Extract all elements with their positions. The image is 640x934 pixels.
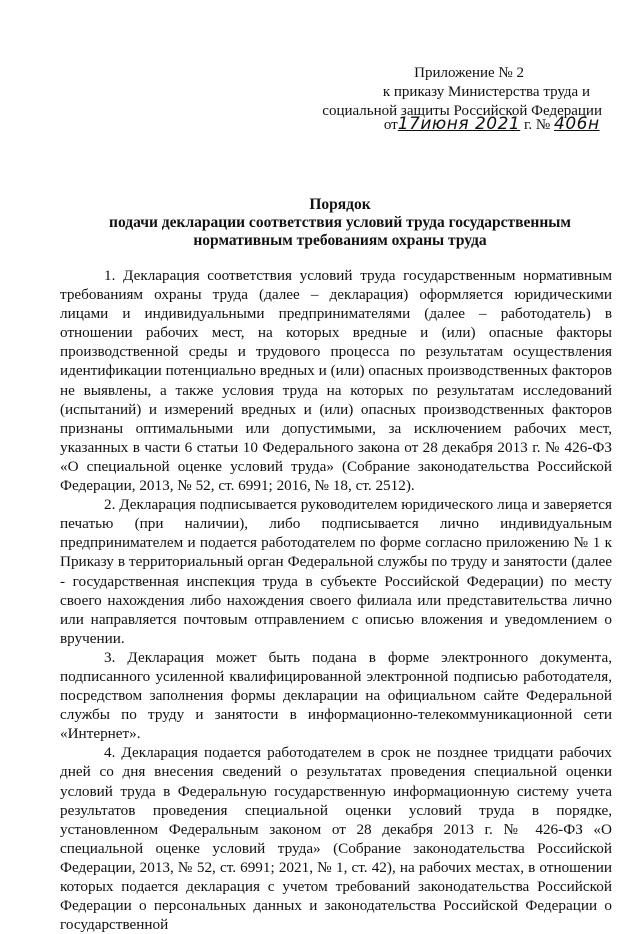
- order-date-number-line: [384, 114, 602, 135]
- title-line-2: подачи декларации соответствия условий труда государственным: [109, 214, 571, 231]
- title-line-1: Порядок: [309, 196, 371, 213]
- from-label: от: [383, 117, 398, 133]
- order-reference: к приказу Министерства труда и: [382, 84, 590, 100]
- paragraph-4: 4. Декларация подается работодателем в срок не позднее тридцати рабочих дней со дня внесения сведений о результатах проведения специальной оценки условий труда в Федеральную государственную информационную систему учета результатов проведения специальной оценки условий труда в порядке, установленном Федеральным законом от 28 декабря 2013 г. № 426-ФЗ «О специальной оценке условий труда» (Собрание законодательства Российской Федерации, 2013, № 52, ст. 6991; 2021, № 1, ст. 42), на рабочих местах, в отношении которых подается декларация с учетом требований законодательства Российской Федерации о персональных данных и законодательства Российской Федерации о государственной: [60, 744, 612, 934]
- paragraph-3: 3. Декларация может быть подана в форме электронного документа, подписанного усиленной квалифицированной электронной подписью работодателя, посредством заполнения формы декларации на официальном сайте Федеральной службы по труду и занятости в информационно-телекоммуникационной сети «Интернет».: [60, 648, 612, 743]
- paragraph-1: 1. Декларация соответствия условий труда государственным нормативным требованиям охраны труда (далее – декларация) оформляется юридическими лицами и индивидуальными предпринимателями (далее – работодатель) в отношении рабочих мест, на которых вредные и (или) опасные факторы производственной среды и трудового процесса по результатам осуществления идентификации потенциально вредных и (или) опасных производственных факторов не выявлены, а также условия труда на которых по результатам исследований (испытаний) и измерений вредных и (или) опасных производственных факторов признаны оптимальными или допустимыми, за исключением рабочих мест, указанных в части 6 статьи 10 Федерального закона от 28 декабря 2013 г. № 426-ФЗ «О специальной оценке условий труда» (Собрание законодательства Российской Федерации, 2013, № 52, ст. 6991; 2016, № 18, ст. 2512).: [60, 267, 612, 495]
- document-title: [60, 196, 620, 250]
- document-body: [60, 266, 612, 934]
- handwritten-order-number: 406н: [554, 114, 600, 134]
- year-number-label: г. №: [523, 117, 551, 133]
- paragraph-2: 2. Декларация подписывается руководителем юридического лица и заверяется печатью (при наличии), либо подписывается лично индивидуальным предпринимателем и подается работодателем по форме согласно приложению № 1 к Приказу в территориальный орган Федеральной службы по труду и занятости (далее - государственная инспекция труда в субъекте Российской Федерации) по месту своего нахождения либо нахождения своего филиала или представительства лично или направляется почтовым отправлением с описью вложения и уведомлением о вручении.: [60, 496, 612, 647]
- ministry-name: социальной защиты Российской Федерации: [322, 103, 602, 119]
- title-line-3: нормативным требованиям охраны труда: [193, 232, 487, 249]
- handwritten-date: 17июня 2021: [397, 114, 521, 134]
- appendix-number: Приложение № 2: [414, 65, 524, 81]
- appendix-header: [302, 64, 602, 121]
